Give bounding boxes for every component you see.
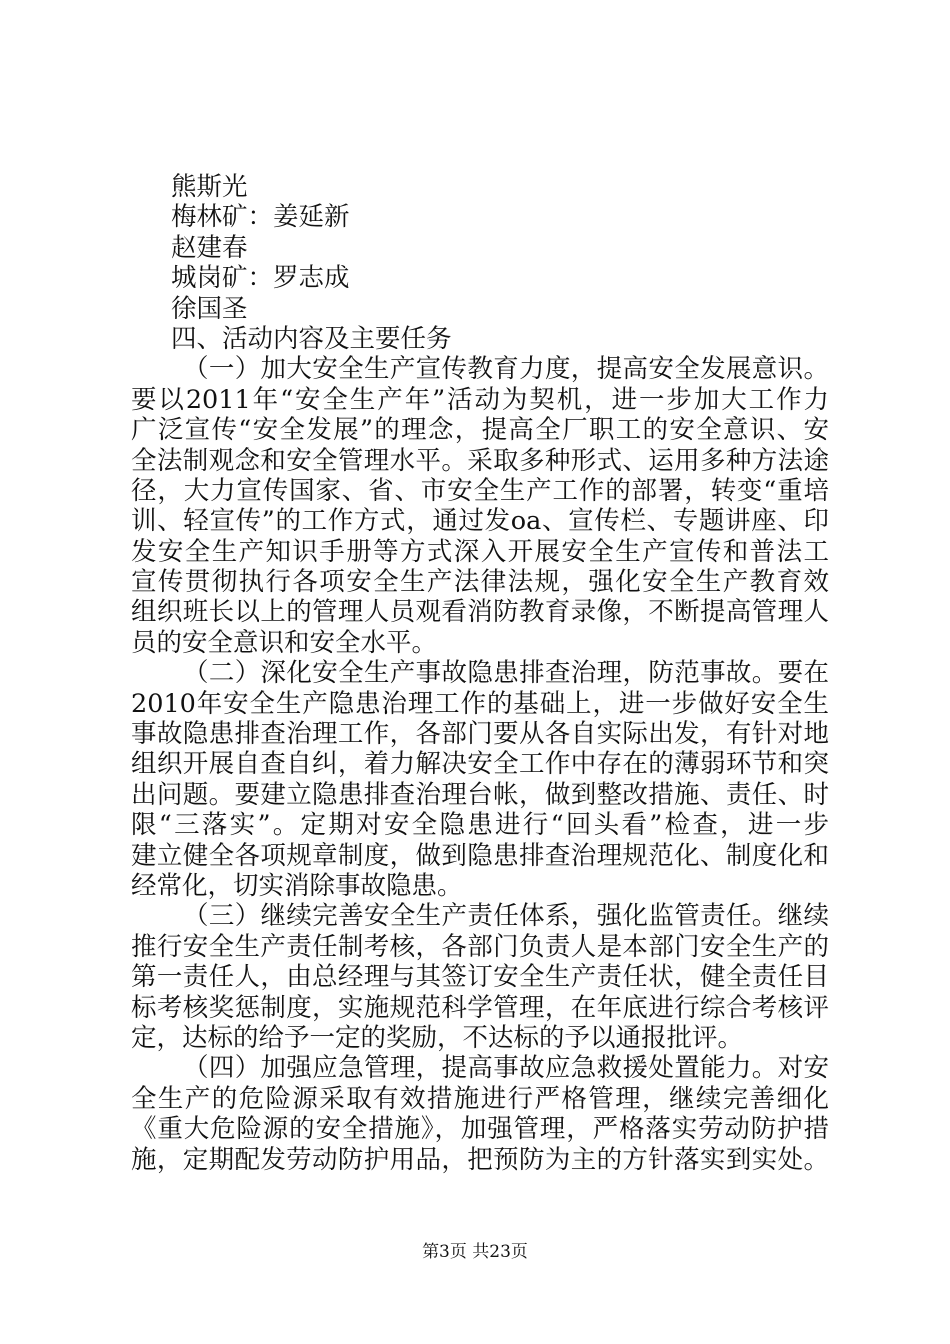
text-line: 施，定期配发劳动防护用品，把预防为主的方针落实到实处。	[131, 1144, 829, 1175]
text-line: 组织班长以上的管理人员观看消防教育录像，不断提高管理人	[131, 597, 829, 628]
text-line: 经常化，切实消除事故隐患。	[131, 870, 463, 901]
text-line: 2010年安全生产隐患治理工作的基础上，进一步做好安全生	[131, 688, 829, 719]
text-line: 标考核奖惩制度，实施规范科学管理，在年底进行综合考核评	[131, 992, 829, 1023]
text-line: 组织开展自查自纠，着力解决安全工作中存在的薄弱环节和突	[131, 749, 829, 780]
page-number: 第3页 共23页	[422, 1242, 528, 1262]
text-line: 训、轻宣传”的工作方式，通过发oa、宣传栏、专题讲座、印	[131, 506, 829, 537]
document-body	[131, 172, 829, 1175]
text-line: 徐国圣	[171, 293, 248, 324]
text-line: 宣传贯彻执行各项安全生产法律法规，强化安全生产教育效	[131, 567, 829, 598]
text-line: 四、活动内容及主要任务	[171, 323, 452, 354]
text-line: 定，达标的给予一定的奖励，不达标的予以通报批评。	[131, 1022, 744, 1053]
text-line: 广泛宣传“安全发展”的理念，提高全厂职工的安全意识、安	[131, 415, 829, 446]
text-line: （一）加大安全生产宣传教育力度，提高安全发展意识。	[183, 354, 829, 385]
text-line: （四）加强应急管理，提高事故应急救援处置能力。对安	[183, 1053, 829, 1084]
text-line: 《重大危险源的安全措施》，加强管理，严格落实劳动防护措	[131, 1114, 829, 1145]
text-line: 城岗矿：罗志成	[171, 263, 350, 294]
text-line: 建立健全各项规章制度，做到隐患排查治理规范化、制度化和	[131, 840, 829, 871]
text-line: 要以2011年“安全生产年”活动为契机，进一步加大工作力	[131, 384, 829, 415]
text-line: 全生产的危险源采取有效措施进行严格管理，继续完善细化	[131, 1083, 829, 1114]
text-line: 全法制观念和安全管理水平。采取多种形式、运用多种方法途	[131, 445, 829, 476]
text-line: 第一责任人，由总经理与其签订安全生产责任状，健全责任目	[131, 962, 829, 993]
text-line: 推行安全生产责任制考核，各部门负责人是本部门安全生产的	[131, 931, 829, 962]
text-line: 梅林矿：姜延新	[171, 202, 350, 233]
text-line: 员的安全意识和安全水平。	[131, 627, 438, 658]
text-line: 限“三落实”。定期对安全隐患进行“回头看”检查，进一步	[131, 810, 829, 841]
text-line: 熊斯光	[171, 172, 248, 202]
text-line: 径，大力宣传国家、省、市安全生产工作的部署，转变“重培	[131, 475, 829, 506]
text-line: 赵建春	[171, 232, 248, 263]
text-line: 事故隐患排查治理工作，各部门要从各自实际出发，有针对地	[131, 719, 829, 750]
text-line: 发安全生产知识手册等方式深入开展安全生产宣传和普法工	[131, 536, 829, 567]
text-line: 出问题。要建立隐患排查治理台帐，做到整改措施、责任、时	[131, 779, 829, 810]
text-line: （二）深化安全生产事故隐患排查治理，防范事故。要在	[183, 658, 829, 689]
text-line: （三）继续完善安全生产责任体系，强化监管责任。继续	[183, 901, 829, 932]
